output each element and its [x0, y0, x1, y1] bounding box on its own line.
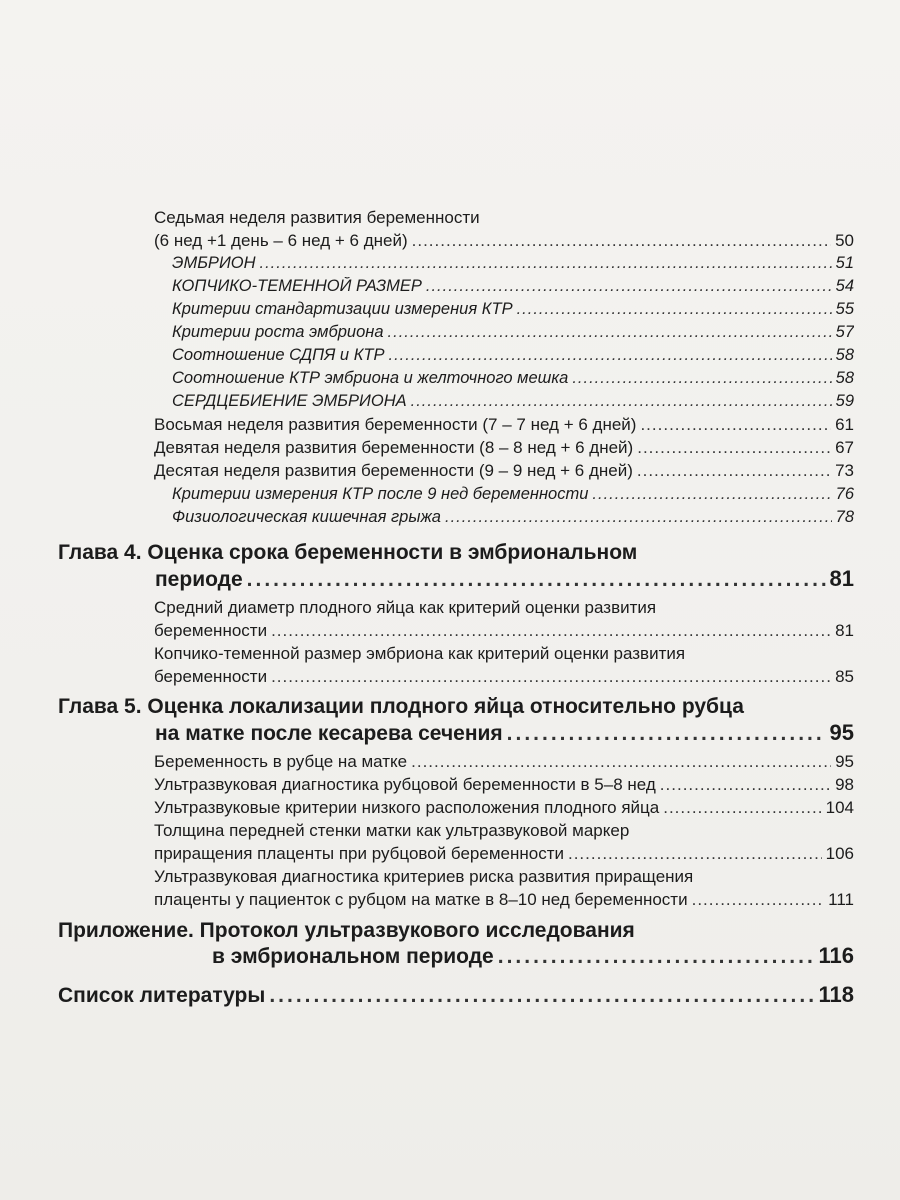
dot-leader [271, 667, 831, 687]
toc-entry-label: Физиологическая кишечная грыжа [172, 508, 441, 526]
dot-leader [692, 890, 825, 910]
toc-appendix-entry[interactable] [212, 943, 854, 969]
toc-entry-label: Соотношение СДПЯ и КТР [172, 346, 385, 364]
dot-leader [568, 844, 822, 864]
toc-entry-label: Ультразвуковые критерии низкого расположения плодного яйца [154, 798, 660, 817]
toc-crl-standard-entry[interactable] [172, 300, 854, 319]
toc-entry-page: 58 [835, 346, 854, 364]
toc-entry-page: 111 [828, 890, 854, 909]
toc-sdpy-ktr-entry[interactable] [172, 346, 854, 365]
toc-week7-entry[interactable] [154, 231, 854, 251]
dot-leader [412, 231, 831, 251]
dot-leader [637, 438, 831, 458]
toc-entry-page: 57 [835, 323, 854, 341]
toc-entry-label: Восьмая неделя развития беременности (7 – 7 нед + 6 дней) [154, 415, 637, 434]
toc-ch5-s4-line2: приращения плаценты при рубцовой беременности [154, 844, 564, 863]
dot-leader [426, 277, 832, 296]
toc-week7-title-line1: Седьмая неделя развития беременности [154, 208, 480, 227]
toc-ch4-s2-line2: беременности [154, 667, 268, 686]
toc-ch5-s3-entry[interactable] [154, 798, 854, 818]
toc-entry-page: 51 [835, 254, 854, 272]
toc-entry-label: СЕРДЦЕБИЕНИЕ ЭМБРИОНА [172, 392, 407, 410]
toc-ch5-s1-entry[interactable] [154, 752, 854, 772]
toc-hernia-entry[interactable] [172, 508, 854, 527]
toc-entry-label: ЭМБРИОН [172, 254, 256, 272]
toc-entry-page: 95 [835, 752, 854, 771]
toc-ch5-s5-line2: плаценты у пациенток с рубцом на матке в 8–10 нед беременности [154, 890, 688, 909]
toc-entry-label: Критерии роста эмбриона [172, 323, 384, 341]
toc-entry-page: 54 [835, 277, 854, 295]
toc-ch4-s2-entry[interactable] [154, 667, 854, 687]
toc-appendix-page: 116 [818, 943, 854, 968]
dot-leader [388, 323, 832, 342]
toc-growth-entry[interactable] [172, 323, 854, 342]
toc-week7-page: 50 [835, 231, 854, 250]
toc-entry-label: Беременность в рубце на матке [154, 752, 408, 771]
dot-leader [592, 485, 831, 504]
dot-leader [637, 461, 831, 481]
toc-week8-entry[interactable] [154, 415, 854, 435]
toc-ch4-s2-line1: Копчико-теменной размер эмбриона как критерий оценки развития [154, 644, 686, 663]
toc-week10-entry[interactable] [154, 461, 854, 481]
toc-entry-label: Критерии измерения КТР после 9 нед беременности [172, 485, 589, 503]
toc-ch5-s5-entry[interactable] [154, 890, 854, 910]
toc-ch5-s4-line1: Толщина передней стенки матки как ультразвуковой маркер [154, 821, 630, 840]
toc-references-entry[interactable] [58, 982, 854, 1008]
dot-leader [507, 722, 826, 746]
toc-entry-page: 61 [835, 415, 854, 434]
toc-ch5-s5-line1: Ультразвуковая диагностика критериев риска развития приращения [154, 867, 694, 886]
toc-appendix-title-line2: в эмбриональном периоде [212, 945, 494, 968]
toc-entry-page: 106 [825, 844, 854, 863]
toc-references-label: Список литературы [58, 984, 266, 1007]
toc-entry-page: 55 [835, 300, 854, 318]
toc-entry-page: 73 [835, 461, 854, 480]
toc-ch4-s1-line1: Средний диаметр плодного яйца как критерий оценки развития [154, 598, 657, 617]
dot-leader [269, 984, 814, 1008]
dot-leader [411, 392, 832, 411]
toc-chapter5-title-line2: на матке после кесарева сечения [155, 722, 503, 745]
toc-heartbeat-entry[interactable] [172, 392, 854, 411]
toc-entry-page: 104 [825, 798, 854, 817]
dot-leader [572, 369, 831, 388]
dot-leader [517, 300, 832, 319]
toc-ch5-s4-entry[interactable] [154, 844, 854, 864]
toc-chapter5-page: 95 [829, 720, 854, 745]
dot-leader [389, 346, 832, 365]
toc-entry-page: 67 [835, 438, 854, 457]
toc-entry-label: Соотношение КТР эмбриона и желточного мешка [172, 369, 569, 387]
toc-entry-label: Критерии стандартизации измерения КТР [172, 300, 513, 318]
toc-chapter4-page: 81 [829, 566, 854, 591]
dot-leader [498, 945, 815, 969]
dot-leader [660, 775, 831, 795]
toc-entry-page: 98 [835, 775, 854, 794]
toc-ch4-s1-line2: беременности [154, 621, 268, 640]
dot-leader [271, 621, 831, 641]
dot-leader [663, 798, 821, 818]
toc-chapter4-title-line1: Глава 4. Оценка срока беременности в эмбриональном [58, 541, 638, 564]
toc-embryo-entry[interactable] [172, 254, 854, 273]
toc-entry-label: Ультразвуковая диагностика рубцовой беременности в 5–8 нед [154, 775, 656, 794]
dot-leader [411, 752, 831, 772]
toc-chapter5-entry[interactable] [155, 720, 854, 746]
toc-chapter4-entry[interactable] [155, 566, 854, 592]
toc-entry-label: Десятая неделя развития беременности (9 – 9 нед + 6 дней) [154, 461, 633, 480]
toc-references-page: 118 [818, 982, 854, 1007]
toc-ch4-s1-entry[interactable] [154, 621, 854, 641]
dot-leader [247, 568, 826, 592]
toc-entry-page: 59 [835, 392, 854, 410]
toc-entry-page: 78 [835, 508, 854, 526]
toc-entry-page: 85 [835, 667, 854, 686]
toc-ch5-s2-entry[interactable] [154, 775, 854, 795]
toc-week9-entry[interactable] [154, 438, 854, 458]
toc-chapter5-title-line1: Глава 5. Оценка локализации плодного яйца относительно рубца [58, 695, 744, 718]
toc-ktr-after9-entry[interactable] [172, 485, 854, 504]
toc-entry-page: 81 [835, 621, 854, 640]
toc-week7-title-line2: (6 нед +1 день – 6 нед + 6 дней) [154, 231, 408, 250]
toc-chapter4-title-line2: периоде [155, 568, 243, 591]
toc-appendix-title-line1: Приложение. Протокол ультразвукового исследования [58, 919, 635, 942]
toc-crl-entry[interactable] [172, 277, 854, 296]
toc-entry-page: 58 [835, 369, 854, 387]
toc-entry-label: Девятая неделя развития беременности (8 – 8 нед + 6 дней) [154, 438, 634, 457]
dot-leader [640, 415, 831, 435]
dot-leader [445, 508, 832, 527]
dot-leader [260, 254, 832, 273]
toc-entry-page: 76 [835, 485, 854, 503]
toc-entry-label: КОПЧИКО-ТЕМЕННОЙ РАЗМЕР [172, 277, 422, 295]
toc-ktr-yolk-entry[interactable] [172, 369, 854, 388]
